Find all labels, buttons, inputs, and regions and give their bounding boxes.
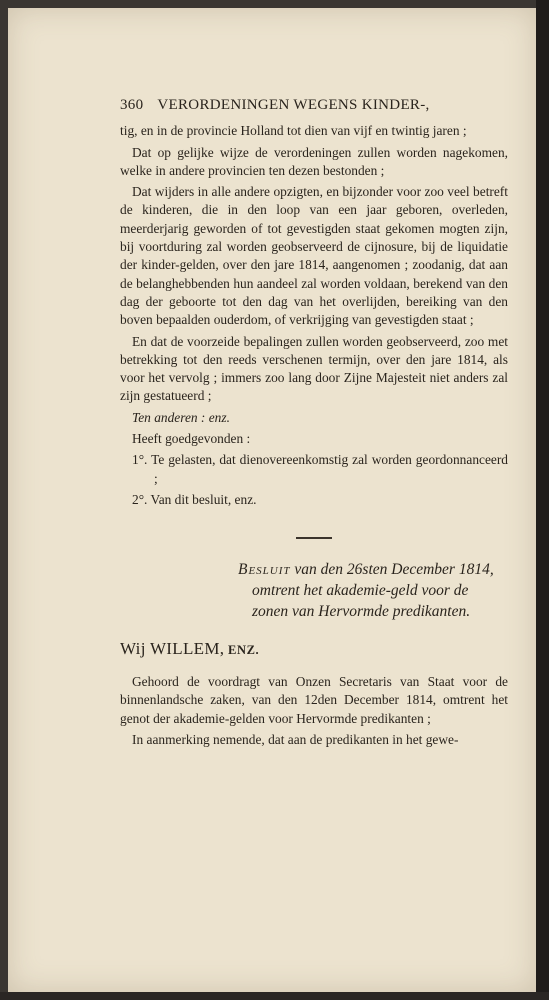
decree-title — [238, 559, 508, 622]
wij-small: ENZ. — [224, 642, 260, 657]
paragraph: Dat op gelijke wijze de verordeningen zullen worden nagekomen, welke in andere provincien ten dezen bestonden ; — [120, 144, 508, 178]
running-title: VERORDENINGEN WEGENS KINDER-, — [157, 97, 430, 113]
ten-anderen: Ten anderen : enz. — [132, 409, 230, 425]
book-page — [8, 8, 536, 992]
paragraph: In aanmerking nemende, dat aan de predikanten in het gewe- — [132, 732, 459, 748]
page-edge-right — [536, 0, 549, 1000]
list-item: 1°. Te gelasten, dat dienovereenkomstig zal worden geordonnanceerd ; — [132, 452, 508, 486]
paragraph: tig, en in de provincie Holland tot dien van vijf en twintig jaren ; — [120, 123, 467, 139]
page-header — [120, 96, 508, 114]
paragraph: Gehoord de voordragt van Onzen Secretaris van Staat voor de binnenlandsche zaken, van den 12den December 1814, omtrent het genot der akademie-gelden voor Hervormde predikanten ; — [120, 674, 508, 726]
list-item: 2°. Van dit besluit, enz. — [132, 491, 257, 507]
page-text — [120, 96, 508, 749]
wij-main: Wij WILLEM, — [120, 638, 225, 658]
wij-willem-heading — [120, 640, 508, 659]
page-number: 360 — [120, 97, 144, 113]
decree-lead: Besluit — [238, 560, 291, 578]
paragraph: En dat de voorzeide bepalingen zullen worden geobserveerd, zoo met betrekking tot den reeds verschenen termijn, over den jare 1814, als voor het vervolg ; immers zoo lang door Zijne Majesteit niet anders zal zijn gestatueerd ; — [120, 333, 508, 404]
decree-rest: van den 26sten December 1814, omtrent het akademie-geld voor de zonen van Hervormde predikanten. — [252, 560, 494, 620]
paragraph: Dat wijders in alle andere opzigten, en bijzonder voor zoo veel betreft de kinderen, die in den loop van een jaar geboren, overleden, meerderjarig geworden of tot gevestigden staat gekomen mogten zijn, bij voortduring zal worden geobserveerd de cijnosure, bij de liquidatie der kinder-gelden, over den jare 1814, aangenomen ; zoodanig, dat aan de belanghebbenden hun aandeel zal worden voldaan, berekend van den dag der geboorte tot den dag van het overlijden, bereiking van den boven bepaalden ouderdom, of verkrijging van gevestigden staat ; — [120, 184, 508, 328]
section-rule — [296, 537, 332, 539]
page-edge-bottom — [0, 992, 549, 1000]
heeft-goedgevonden: Heeft goedgevonden : — [132, 431, 251, 447]
